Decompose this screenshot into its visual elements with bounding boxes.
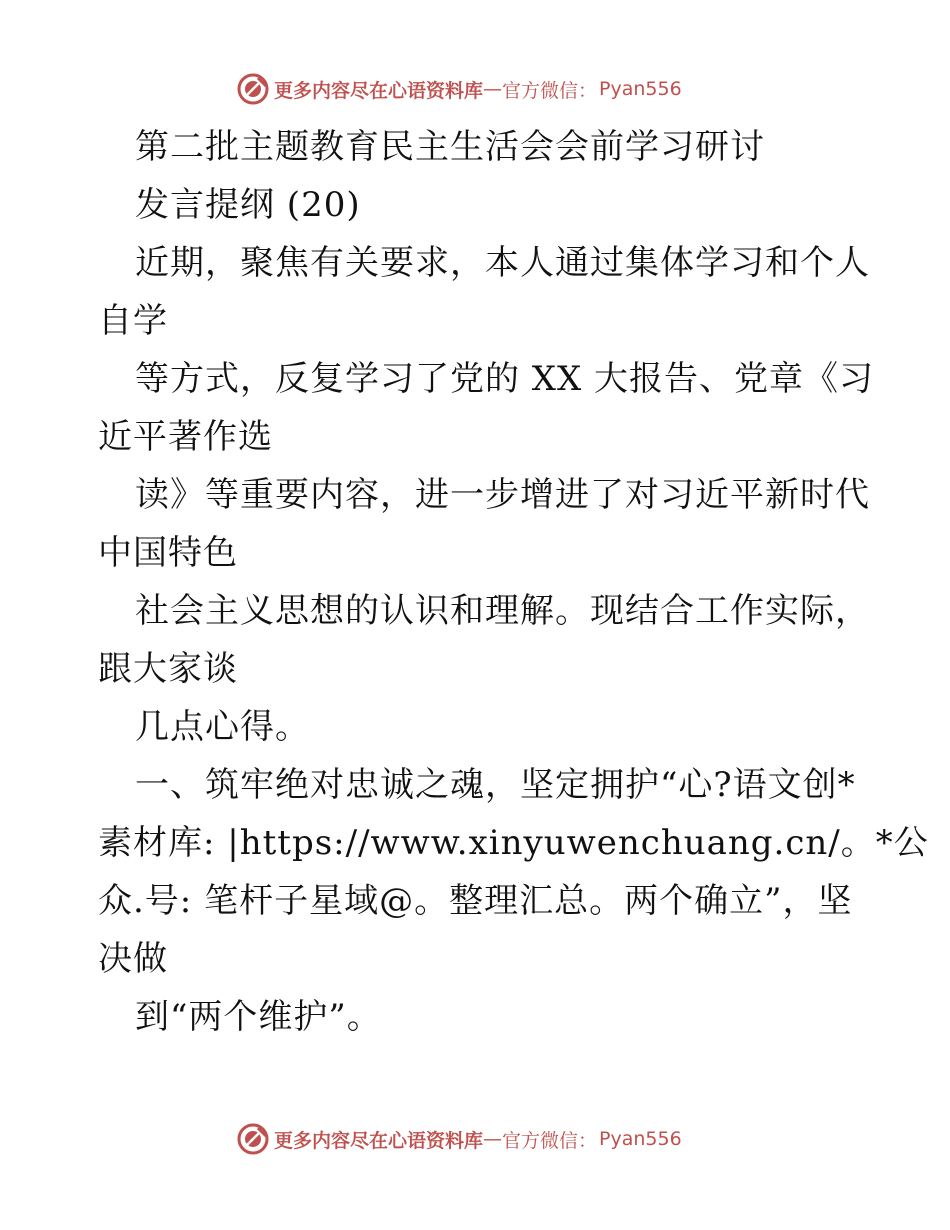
watermark-label: 官方微信： <box>502 79 598 102</box>
watermark-dash: — <box>483 1128 503 1150</box>
paragraph-line: 近期，聚焦有关要求，本人通过集体学习和个人 <box>135 243 870 283</box>
paragraph-line: 众.号: 笔杆子星域@。整理汇总。两个确立”，坚 <box>98 881 853 921</box>
paragraph-line: 中国特色 <box>98 533 238 573</box>
footer-watermark <box>236 1121 756 1157</box>
stamp-logo-icon <box>236 1122 270 1156</box>
watermark-label: 官方微信： <box>502 1129 598 1152</box>
watermark-title: 更多内容尽在心语资料库 <box>274 1129 484 1152</box>
paragraph-line: 素材库: |https://www.xinyuwenchuang.cn/。*公 <box>98 823 929 863</box>
paragraph-line: 社会主义思想的认识和理解。现结合工作实际， <box>135 591 870 631</box>
watermark-id: Pyan556 <box>599 1128 682 1150</box>
paragraph-line: 到“两个维护”。 <box>135 997 382 1037</box>
paragraph-line: 决做 <box>98 939 168 979</box>
paragraph-line: 自学 <box>98 301 168 341</box>
document-title-line-2: 发言提纲 (20) <box>135 185 361 225</box>
section-heading-line: 一、筑牢绝对忠诚之魂，坚定拥护“心?语文创* <box>135 765 856 805</box>
watermark-title: 更多内容尽在心语资料库 <box>274 79 484 102</box>
paragraph-line: 近平著作选 <box>98 417 273 457</box>
document-title-line-1: 第二批主题教育民主生活会会前学习研讨 <box>135 127 765 167</box>
watermark-id: Pyan556 <box>599 78 682 100</box>
paragraph-line: 读》等重要内容，进一步增进了对习近平新时代 <box>135 475 870 515</box>
watermark-dash: — <box>483 78 503 100</box>
paragraph-line: 跟大家谈 <box>98 649 238 689</box>
paragraph-line: 几点心得。 <box>135 707 310 747</box>
paragraph-line: 等方式，反复学习了党的 XX 大报告、党章《习 <box>135 359 875 399</box>
